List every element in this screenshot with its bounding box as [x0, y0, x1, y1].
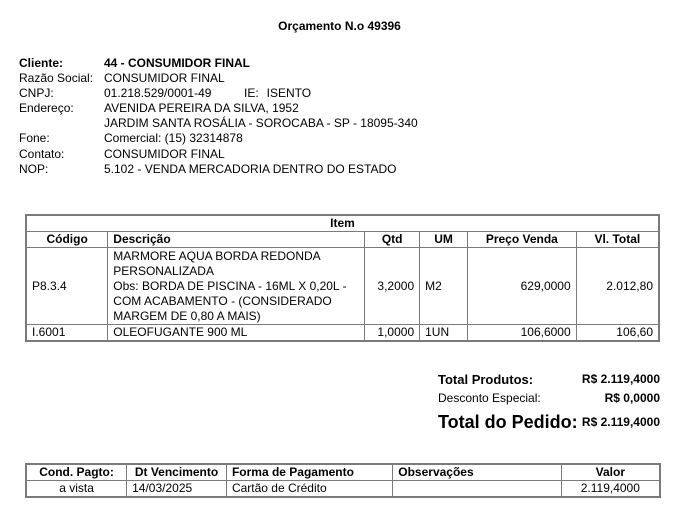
total-pedido-label: Total do Pedido:: [438, 412, 578, 432]
contato-value: CONSUMIDOR FINAL: [104, 146, 225, 161]
item-preco: 629,0000: [468, 248, 577, 325]
item-descricao: MARMORE AQUA BORDA REDONDA PERSONALIZADA: [113, 248, 320, 278]
item-total: 2.012,80: [576, 248, 659, 325]
item-obs: Obs: BORDA DE PISCINA - 16ML X 0,20L - COM ACABAMENTO - (CONSIDERADO MARGEM DE 0,80 A MAIS): [113, 278, 347, 323]
cnpj-label: CNPJ:: [19, 86, 54, 101]
total-produtos-value: R$ 2.119,4000: [581, 372, 660, 386]
col-valor: Valor: [561, 464, 660, 481]
razao-value: CONSUMIDOR FINAL: [104, 71, 225, 86]
items-table: [25, 214, 660, 342]
total-produtos-label: Total Produtos:: [438, 372, 534, 387]
item-qtd: 3,2000: [365, 248, 420, 325]
ie-value: ISENTO: [266, 86, 312, 101]
nop-value: 5.102 - VENDA MERCADORIA DENTRO DO ESTADO: [104, 161, 397, 176]
col-forma: Forma de Pagamento: [226, 464, 392, 481]
cliente-value: 44 - CONSUMIDOR FINAL: [104, 56, 251, 70]
item-total: 106,60: [576, 325, 659, 342]
item-codigo: P8.3.4: [26, 248, 108, 325]
ie-label: IE:: [244, 86, 259, 101]
col-codigo: Código: [26, 232, 108, 248]
col-preco: Preço Venda: [468, 232, 577, 248]
col-total: Vl. Total: [576, 232, 659, 248]
col-qtd: Qtd: [365, 232, 420, 248]
cliente-label: Cliente:: [19, 56, 64, 70]
pay-obs: [393, 481, 561, 498]
endereco-label: Endereço:: [19, 101, 74, 116]
nop-label: NOP:: [19, 161, 49, 176]
item-preco: 106,6000: [468, 325, 577, 342]
col-um: UM: [420, 232, 468, 248]
item-um: 1UN: [420, 325, 468, 342]
desconto-value: R$ 0,0000: [604, 391, 660, 405]
endereco-line2: JARDIM SANTA ROSÁLIA - SOROCABA - SP - 18095-340: [104, 116, 418, 131]
item-qtd: 1,0000: [365, 325, 420, 342]
col-cond-pagto: Cond. Pagto:: [26, 464, 127, 481]
table-row: [26, 481, 660, 498]
endereco-line1: AVENIDA PEREIRA DA SILVA, 1952: [104, 101, 299, 116]
document-title: Orçamento N.o 49396: [278, 19, 401, 33]
items-caption: Item: [26, 215, 659, 232]
total-pedido-value: R$ 2.119,4000: [581, 415, 660, 429]
client-info: [19, 56, 418, 177]
col-observacoes: Observações: [393, 464, 561, 481]
desconto-label: Desconto Especial:: [438, 391, 541, 405]
fone-label: Fone:: [19, 131, 50, 146]
contato-label: Contato:: [19, 146, 65, 161]
item-codigo: I.6001: [26, 325, 108, 342]
table-row: [26, 248, 659, 325]
col-descricao: Descrição: [108, 232, 365, 248]
pay-valor: 2.119,4000: [561, 481, 660, 498]
col-vencimento: Dt Vencimento: [127, 464, 227, 481]
item-um: M2: [420, 248, 468, 325]
pay-forma: Cartão de Crédito: [226, 481, 392, 498]
cnpj-value: 01.218.529/0001-49: [104, 86, 212, 101]
table-row: [26, 325, 659, 342]
fone-value: Comercial: (15) 32314878: [104, 131, 243, 146]
pay-vencimento: 14/03/2025: [127, 481, 227, 498]
pay-cond: a vista: [26, 481, 127, 498]
payment-table: [25, 463, 661, 498]
razao-label: Razão Social:: [19, 71, 94, 86]
item-descricao: OLEOFUGANTE 900 ML: [108, 325, 365, 342]
